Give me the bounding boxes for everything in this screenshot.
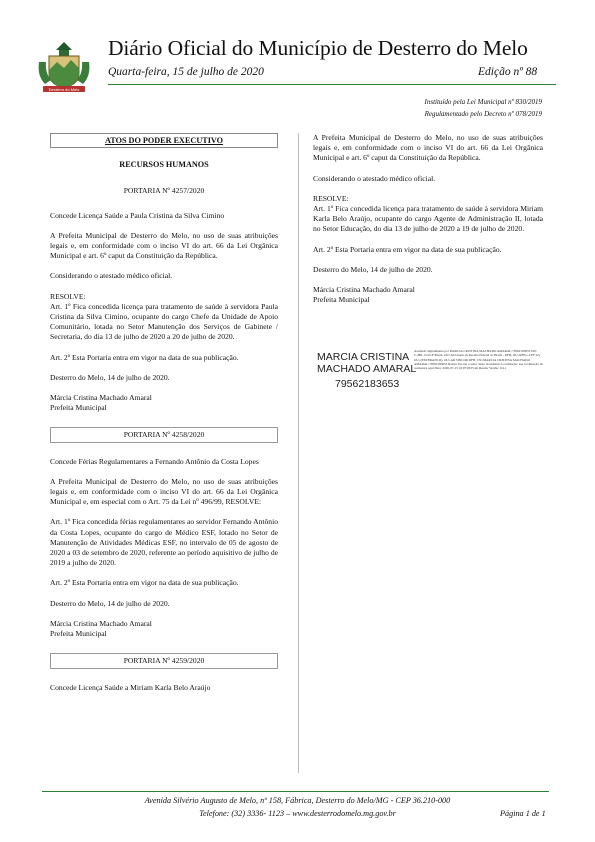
institution-law: Instituído pela Lei Municipal nº 830/2019 <box>424 98 542 106</box>
portaria-4257-summary: Concede Licença Saúde a Paula Cristina da Silva Cimino <box>50 210 225 220</box>
portaria-4259-title: PORTARIA Nº 4259/2020 <box>50 653 278 668</box>
institution-decree: Regulamentado pelo Decreto nº 078/2019 <box>424 109 542 118</box>
portaria-4258-preamble: A Prefeita Municipal de Desterro do Melo, no uso de suas atribuições legais e, em conformidade com o inciso VI do art. 66 da Lei Orgânica Municipal e, em especial com o Art. 75 da Lei nº 496/99, RESOLVE: <box>50 476 278 507</box>
portaria-4259-article-1: Art. 1º Fica concedida licença para tratamento de saúde à servidora Miriam Karla Belo Araújo, ocupante do cargo Agente de Administração II, lotada no Setor Educação, do dia 13 de julho de 2020 a 19 de julho de 2020. <box>313 204 543 234</box>
portaria-4259-resolve: RESOLVE: <box>313 193 349 203</box>
right-column <box>313 133 543 305</box>
signature-cpf-number: 79562183653 <box>335 378 400 390</box>
portaria-4259-article-2: Art. 2º Esta Portaria entra em vigor na data de sua publicação. <box>313 244 502 254</box>
portaria-4258-place-date: Desterro do Melo, 14 de julho de 2020. <box>50 598 170 608</box>
signature-name-line-1: MARCIA CRISTINA <box>317 351 410 363</box>
svg-text:Desterro do Melo: Desterro do Melo <box>48 87 80 92</box>
portaria-4257-signer-role: Prefeita Municipal <box>50 403 107 413</box>
portaria-4258-title: PORTARIA Nº 4258/2020 <box>50 427 278 442</box>
portaria-4259-considering: Considerando o atestado médico oficial. <box>313 173 436 183</box>
portaria-4258-signer-role: Prefeita Municipal <box>50 629 107 639</box>
portaria-4258-article-1: Art. 1º Fica concedida férias regulamentares ao servidor Fernando Antônio da Costa Lopes, ocupante do cargo de Médico ESF, lotado no Setor de Manutenção de Atividades Médicas ESF, no intervalo de 05 de agosto de 2020 a 03 de setembro de 2020, referente ao período aquisitivo de julho de 2019 a julho de 2020. <box>50 517 278 568</box>
left-column <box>50 133 278 703</box>
portaria-4257-resolve: RESOLVE: <box>50 291 86 301</box>
portaria-4258-article-2: Art. 2º Esta Portaria entra em vigor na data de sua publicação. <box>50 578 239 588</box>
portaria-4257-place-date: Desterro do Melo, 14 de julho de 2020. <box>50 372 170 382</box>
portaria-4259-preamble: A Prefeita Municipal de Desterro do Melo, no uso de suas atribuições legais e, em conformidade com o inciso VI do art. 66 da Lei Orgânica Municipal e art. 6º caput da Constituição da República. <box>313 133 543 163</box>
portaria-4257-considering: Considerando o atestado médico oficial. <box>50 271 173 281</box>
column-divider <box>298 133 299 773</box>
portaria-4259-signer-role: Prefeita Municipal <box>313 295 370 305</box>
section-title: ATOS DO PODER EXECUTIVO <box>50 133 278 148</box>
footer-divider <box>42 791 549 792</box>
page-title: Diário Oficial do Município de Desterro do Melo <box>108 36 528 60</box>
portaria-4257-article-2: Art. 2º Esta Portaria entra em vigor na data de sua publicação. <box>50 352 239 362</box>
signature-name-line-2: MACHADO AMARAL <box>317 363 417 375</box>
edition-number: Edição nº 88 <box>478 66 538 78</box>
signature-name <box>317 351 416 375</box>
portaria-4258-signer: Márcia Cristina Machado Amaral <box>50 618 152 628</box>
footer-contact: Telefone: (32) 3336- 1123 – www.desterrodomelo.mg.gov.br <box>199 809 396 818</box>
subsection-title: RECURSOS HUMANOS <box>119 160 209 170</box>
portaria-4257-signer: Márcia Cristina Machado Amaral <box>50 393 152 403</box>
portaria-4257-title: PORTARIA Nº 4257/2020 <box>123 186 205 196</box>
portaria-4257-article-1: Art. 1º Fica concedida licença para tratamento de saúde à servidora Paula Cristina da Silva Cimino, ocupante do cargo Chefe da Unidade de Apoio Comunitário, lotada no Setor Manutenção dos Serviços de Gabinete / Secretaria, do dia 13 de julho de 2020 a 20 de julho de 2020. <box>50 301 278 342</box>
digital-signature-stamp <box>313 347 545 397</box>
footer-address: Avenida Silvério Augusto de Melo, nº 158, Fábrica, Desterro do Melo/MG - CEP 36.210-000 <box>144 796 451 805</box>
signature-details: Assinado digitalmente por MARCIA CRISTINA MACHADO AMARAL:79562183653 DN: C=BR, O=ICP-Brasil, OU=Secretaria da Receita Federal do Brasil - RFB, OU=RFB e-CPF A3, OU=(EM BRANCO), OU=AR SINCOR RFB, CN=MARCIA CRISTINA MACHADO AMARAL:79562183653 Razão: Eu sou o autor deste documento Localização: sua localização de assinatura aqui Data: 2020-07-15 10:07:09 Foxit Reader Versão: 9.4.1 <box>414 349 543 371</box>
institution-note <box>425 97 542 120</box>
municipal-coat-of-arms-logo <box>33 40 95 96</box>
portaria-4259-summary: Concede Licença Saúde a Miriam Karla Belo Araújo <box>50 682 211 692</box>
page-number: Página 1 de 1 <box>500 809 546 818</box>
header-divider <box>108 84 556 85</box>
portaria-4258-summary: Concede Férias Regulamentares a Fernando Antônio da Costa Lopes <box>50 456 259 466</box>
portaria-4259-signer: Márcia Cristina Machado Amaral <box>313 285 415 295</box>
portaria-4259-place-date: Desterro do Melo, 14 de julho de 2020. <box>313 264 433 274</box>
portaria-4257-preamble: A Prefeita Municipal de Desterro do Melo, no uso de suas atribuições legais e, em conformidade com o inciso VI do art. 66 da Lei Orgânica Municipal e art. 6º caput da Constituição da República. <box>50 230 278 261</box>
publication-date: Quarta-feira, 15 de julho de 2020 <box>108 66 264 78</box>
